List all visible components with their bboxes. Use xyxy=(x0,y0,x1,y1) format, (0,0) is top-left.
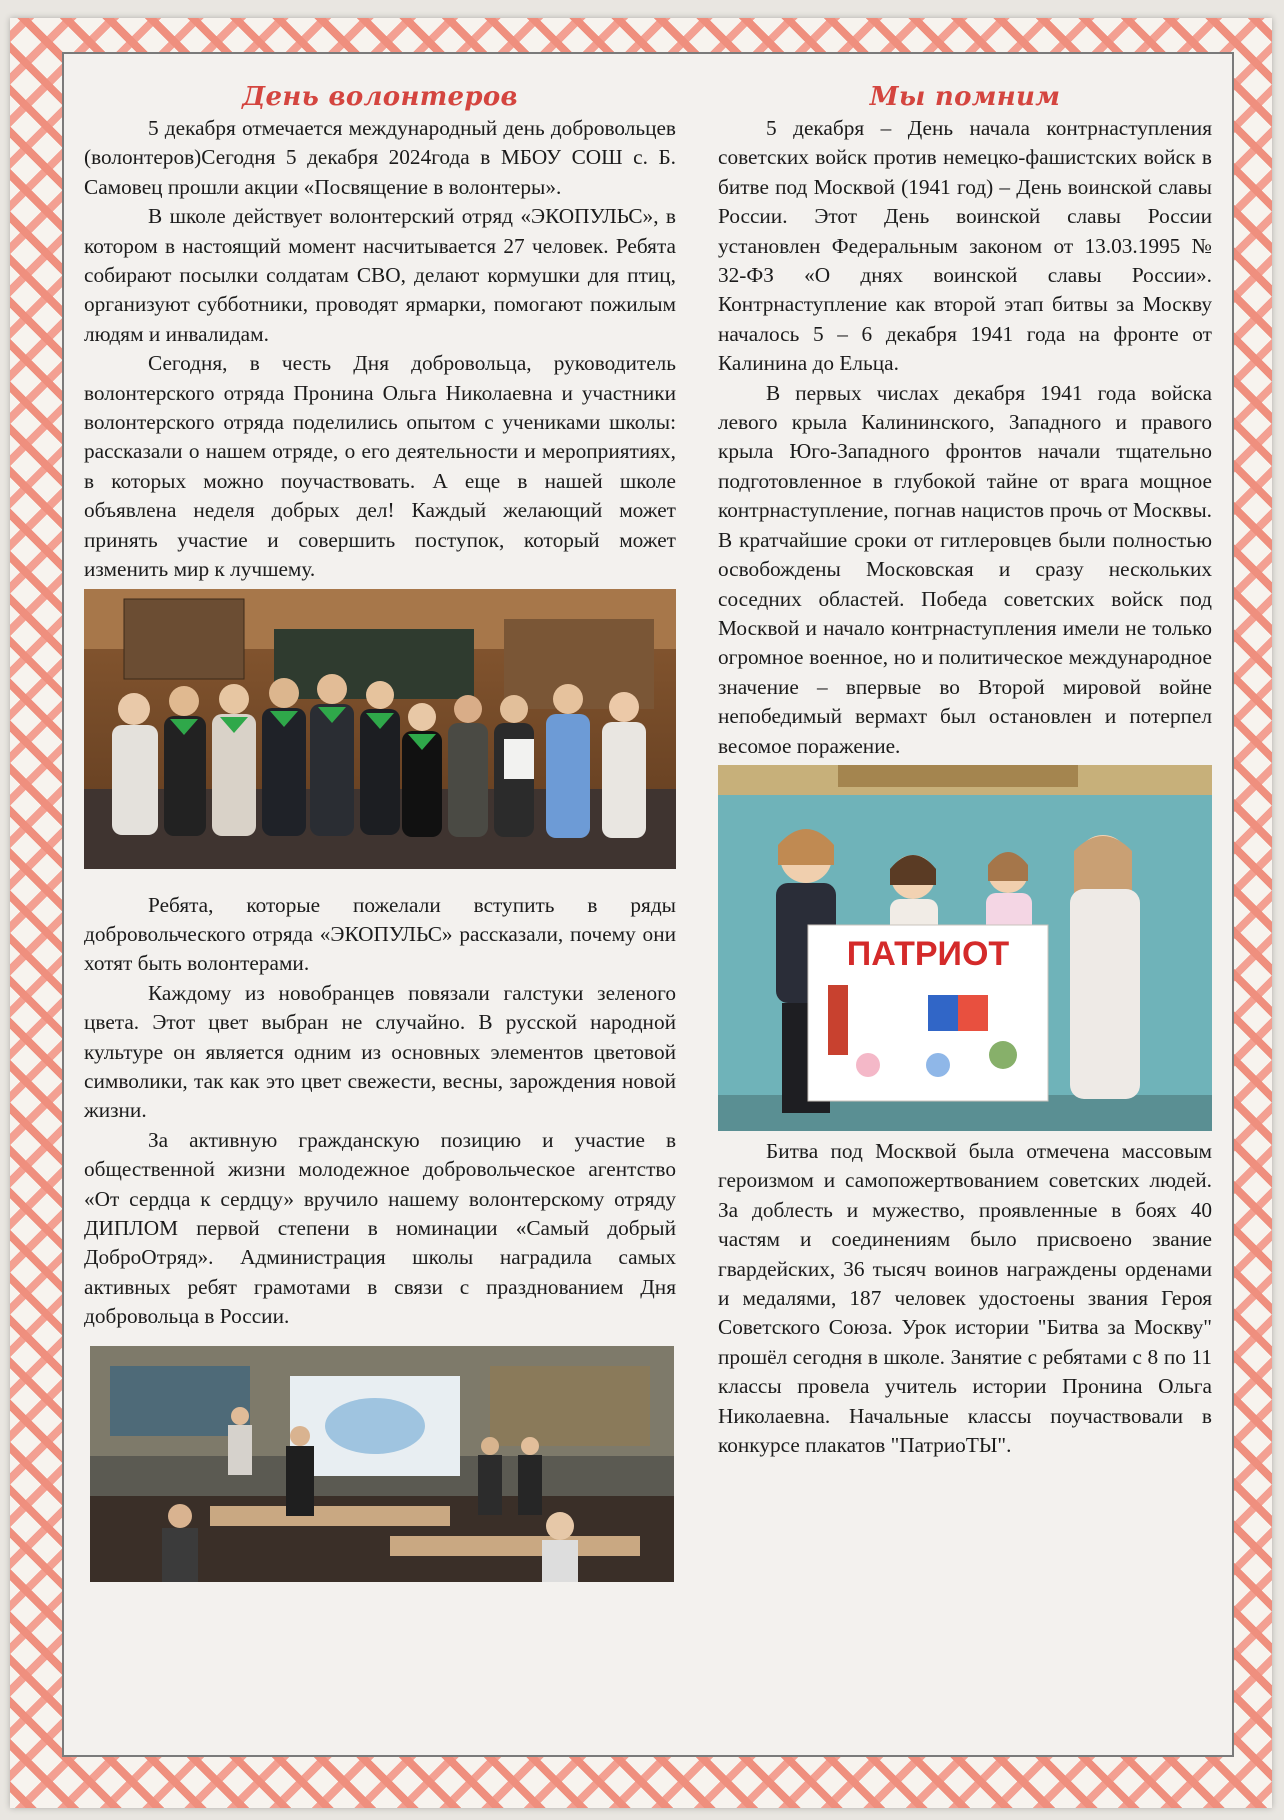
classroom-photo xyxy=(90,1346,674,1582)
article-paragraph: Сегодня, в честь Дня добровольца, руководитель волонтерского отряда Пронина Ольга Николаевна и участники волонтерского отряда поделились опытом с учениками школы: рассказали о нашем отряде, о его деятельности и мероприятиях, в которых можно поучаствовать. А еще в нашей школе объявлена неделя добрых дел! Каждый желающий может принять участие и совершить поступок, который может изменить мир к лучшему. xyxy=(84,351,676,582)
article-paragraph: Каждому из новобранцев повязали галстуки зеленого цвета. Этот цвет выбран не случайно. В русской народной культуре он является одним из основных элементов цветовой символики, так как это цвет свежести, весны, зарождения новой жизни. xyxy=(84,980,676,1123)
article-paragraph: Ребята, которые пожелали вступить в ряды добровольческого отряда «ЭКОПУЛЬС» рассказали, почему они хотят быть волонтерами. xyxy=(84,892,676,976)
article-paragraph: В школе действует волонтерский отряд «ЭКОПУЛЬС», в котором в настоящий момент насчитывается 27 человек. Ребята собирают посылки солдатам СВО, делают кормушки для птиц, организуют субботники, проводят ярмарки, помогают пожилым людям и инвалидам. xyxy=(84,204,676,346)
article-paragraph: За активную гражданскую позицию и участие в общественной жизни молодежное добровольческое агентство «От сердца к сердцу» вручило нашему волонтерскому отряду ДИПЛОМ первой степени в номинации «Самый добрый ДоброОтряд». Администрация школы наградила самых активных ребят грамотами в связи с празднованием Дня добровольца в России. xyxy=(84,1127,676,1329)
newspaper-page xyxy=(10,18,1272,1808)
article-we-remember xyxy=(718,82,1212,1460)
poster-girls-photo xyxy=(718,765,1212,1131)
article-paragraph: В первых числах декабря 1941 года войска левого крыла Калининского, Западного и правого крыла Юго-Западного фронтов начали тщательно подготовленное в глубокой тайне от врага мощное контрнаступление, погнав нацистов прочь от Москвы. В кратчайшие сроки от гитлеровцев были полностью освобождены Московская и сразу нескольких соседних областей. Победа советских войск под Москвой и начало контрнаступления имели не только огромное военное, но и политическое международное значение – впервые во Второй мировой войне непобедимый вермахт был остановлен и потерпел весомое поражение. xyxy=(718,380,1212,758)
content-panel xyxy=(62,52,1234,1757)
poster-title-text: ПАТРИОТ xyxy=(846,934,1010,973)
article-paragraph: 5 декабря – День начала контрнаступления советских войск против немецко-фашистских войск в битве под Москвой (1941 год) – День воинской славы России. Этот День воинской славы России установлен Федеральным законом от 13.03.1995 № 32-ФЗ «О днях воинской славы России». Контрнаступление как второй этап битвы за Москву началось 5 – 6 декабря 1941 года на фронте от Калинина до Ельца. xyxy=(718,116,1212,376)
article-title: День волонтеров xyxy=(242,82,518,112)
volunteer-group-photo xyxy=(84,589,676,869)
article-title: Мы помним xyxy=(869,82,1061,112)
article-paragraph: Битва под Москвой была отмечена массовым героизмом и самопожертвованием советских людей. За доблесть и мужество, проявленные в боях 40 частям и соединениям было присвоено звание гвардейских, 36 тысяч воинов награждены орденами и медалями, 187 человек удостоены звания Героя Советского Союза. Урок истории "Битва за Москву" прошёл сегодня в школе. Занятие с ребятами с 8 по 11 классы провела учитель истории Пронина Ольга Николаевна. Начальные классы поучаствовали в конкурсе плакатов "ПатриоТЫ". xyxy=(718,1138,1212,1457)
article-volunteers xyxy=(84,82,676,1582)
article-paragraph: 5 декабря отмечается международный день добровольцев (волонтеров)Сегодня 5 декабря 2024года в МБОУ СОШ с. Б. Самовец прошли акции «Посвящение в волонтеры». xyxy=(84,116,676,199)
